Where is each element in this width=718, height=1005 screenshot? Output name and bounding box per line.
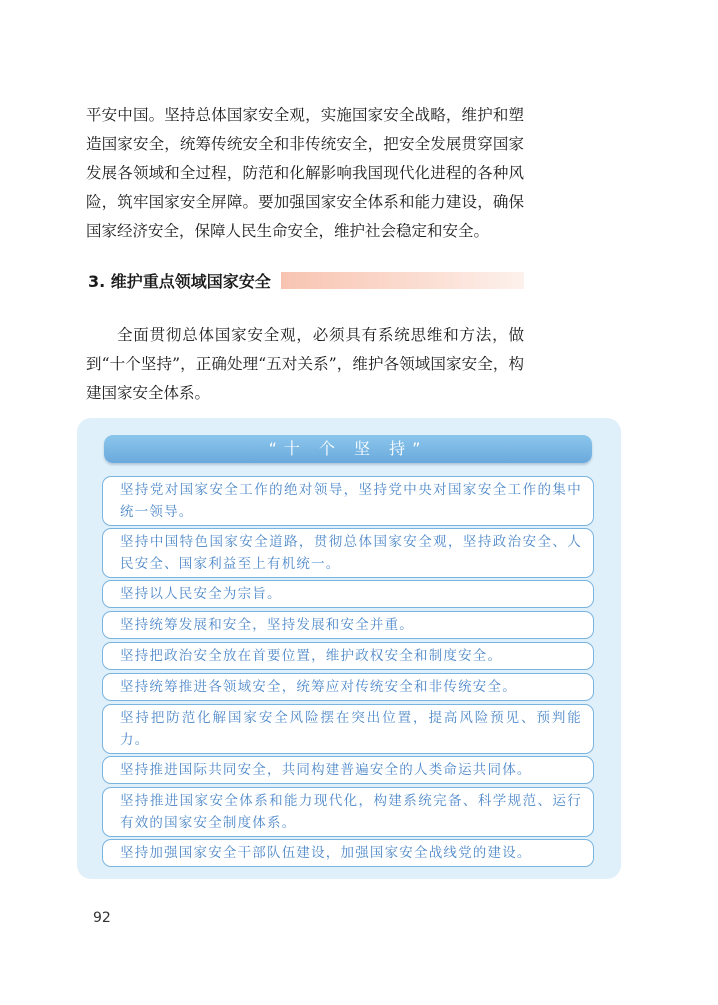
body-paragraph: 全面贯彻总体国家安全观，必须具有系统思维和方法，做到“十个坚持”，正确处理“五对关系”，维护各领域国家安全，构建国家安全体系。 — [86, 326, 524, 402]
panel-list-item: 坚持推进国际共同安全，共同构建普遍安全的人类命运共同体。 — [102, 756, 594, 784]
panel-list-item: 坚持党对国家安全工作的绝对领导，坚持党中央对国家安全工作的集中统一领导。 — [102, 476, 594, 526]
panel-title: “十 个 坚 持” — [104, 435, 592, 463]
panel-list-item: 坚持统筹发展和安全，坚持发展和安全并重。 — [102, 611, 594, 639]
panel-list-item: 坚持中国特色国家安全道路，贯彻总体国家安全观，坚持政治安全、人民安全、国家利益至上有机统一。 — [102, 528, 594, 578]
panel-list-item: 坚持推进国家安全体系和能力现代化，构建系统完备、科学规范、运行有效的国家安全制度体系。 — [102, 787, 594, 837]
section-heading-text: 3. 维护重点领域国家安全 — [88, 271, 271, 291]
panel-list-item: 坚持把防范化解国家安全风险摆在突出位置，提高风险预见、预判能力。 — [102, 704, 594, 754]
panel-list-item: 坚持以人民安全为宗旨。 — [102, 580, 594, 608]
panel-list-item: 坚持加强国家安全干部队伍建设，加强国家安全战线党的建设。 — [102, 839, 594, 867]
panel-list-item: 坚持统筹推进各领域安全，统筹应对传统安全和非传统安全。 — [102, 673, 594, 701]
ten-adherences-panel — [77, 418, 621, 879]
heading-decoration-bar — [281, 272, 524, 289]
page-number: 92 — [93, 910, 111, 926]
body-paragraph: 平安中国。坚持总体国家安全观，实施国家安全战略，维护和塑造国家安全，统筹传统安全和非传统安全，把安全发展贯穿国家发展各领域和全过程，防范和化解影响我国现代化进程的各种风险，筑牢国家安全屏障。要加强国家安全体系和能力建设，确保国家经济安全，保障人民生命安全，维护社会稳定和安全。 — [86, 106, 524, 240]
section-heading — [88, 268, 524, 292]
panel-list-item: 坚持把政治安全放在首要位置，维护政权安全和制度安全。 — [102, 642, 594, 670]
